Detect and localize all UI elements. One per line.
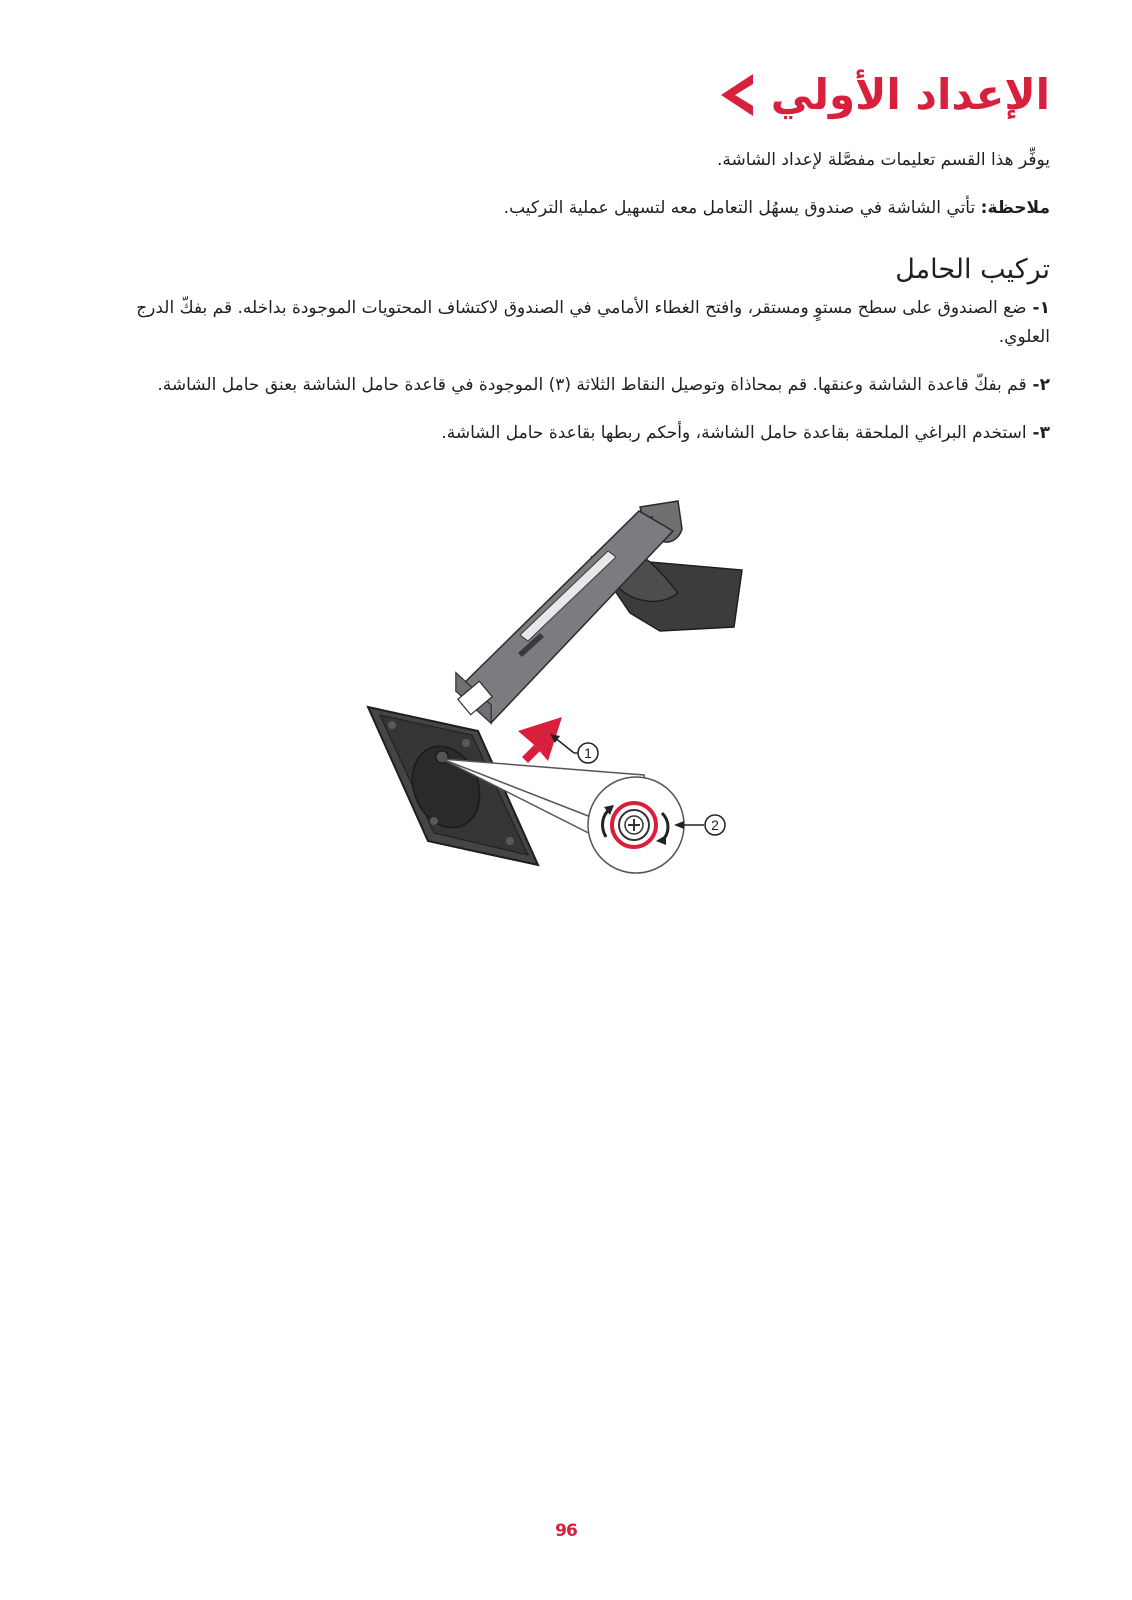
intro-paragraph: يوفِّر هذا القسم تعليمات مفصَّلة لإعداد الشاشة. [717,150,1050,170]
section-heading [717,72,1050,118]
step-item [90,294,1050,352]
callout-1 [550,734,598,763]
step-item [90,419,1050,448]
note-label: ملاحظة: [980,198,1050,218]
stand-assembly-illustration [360,495,780,880]
step-item [90,371,1050,400]
stand-neck [456,501,742,723]
svg-text:2: 2 [711,817,719,833]
step-text: قم بفكّ قاعدة الشاشة وعنقها. قم بمحاذاة وتوصيل النقاط الثلاثة (٣) الموجودة في قاعدة حامل الشاشة بعنق حامل الشاشة. [157,375,1027,395]
step-number: ٣- [1026,423,1050,443]
page-title: الإعداد الأولي [770,70,1050,119]
step-number: ١- [1026,298,1050,318]
svg-text:1: 1 [584,745,592,761]
section-subtitle: تركيب الحامل [895,254,1050,285]
step-text: ضع الصندوق على سطح مستوٍ ومستقر، وافتح الغطاء الأمامي في الصندوق لاكتشاف المحتويات الموجودة بداخله. قم بفكّ الدرج العلوي. [136,298,1050,347]
steps-list [90,294,1050,467]
step-text: استخدم البراغي الملحقة بقاعدة حامل الشاشة، وأحكم ربطها بقاعدة حامل الشاشة. [441,423,1027,443]
note-paragraph [90,194,1050,222]
chevron-left-icon [717,72,757,118]
note-text: تأتي الشاشة في صندوق يسهُل التعامل معه لتسهيل عملية التركيب. [503,198,981,218]
step-number: ٢- [1026,375,1050,395]
page-number: 96 [555,1521,577,1541]
zoom-detail [588,777,684,873]
